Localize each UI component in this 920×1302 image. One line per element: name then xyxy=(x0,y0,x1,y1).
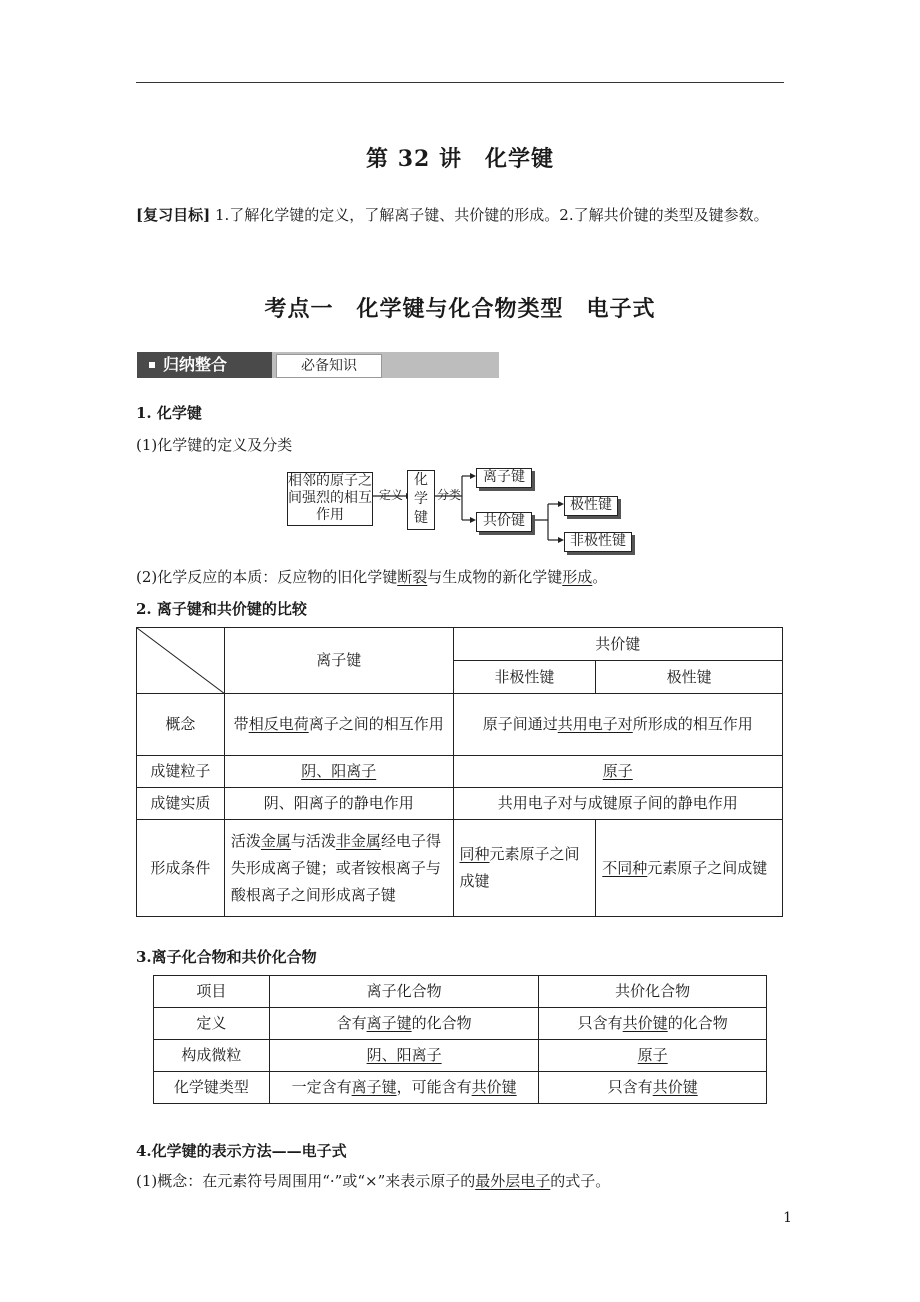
row-bondtype-label: 化学键类型 xyxy=(154,1072,270,1104)
text: 与活泼 xyxy=(290,831,336,850)
text: 只含有 xyxy=(577,1014,623,1032)
row-particle-covalent xyxy=(539,1040,767,1072)
row-particle-label: 构成微粒 xyxy=(154,1040,270,1072)
row-essence-covalent: 共用电子对与成键原子间的静电作用 xyxy=(453,788,782,820)
row-concept-ionic xyxy=(224,694,453,756)
header-ionic-compound: 离子化合物 xyxy=(269,976,539,1008)
blank-covalent-bond: 共价键 xyxy=(652,1078,698,1096)
banner-dark-label: 归纳整合 xyxy=(163,355,228,374)
blank-ionic-bond: 离子键 xyxy=(351,1078,397,1096)
text: 所形成的相互作用 xyxy=(632,715,753,733)
row-particle-ionic xyxy=(269,1040,539,1072)
text: 一定含有 xyxy=(291,1078,352,1096)
review-objective xyxy=(136,200,786,230)
diagram-label-classification: 分类 xyxy=(437,488,462,502)
row-bondtype-ionic xyxy=(269,1072,539,1104)
diagram-label-definition: 定义 xyxy=(379,488,404,502)
blank-ionic-bond: 离子键 xyxy=(366,1014,412,1032)
s4-sub1 xyxy=(136,1170,610,1191)
blank-atoms: 原子 xyxy=(602,762,633,780)
row-condition-polar xyxy=(596,820,783,917)
table-corner-cell xyxy=(137,628,225,694)
text: 的化合物 xyxy=(667,1014,728,1032)
blank-opposite-charge: 相反电荷 xyxy=(248,715,309,733)
s1-sub2-text-a: (2)化学反应的本质：反应物的旧化学键 xyxy=(136,568,398,586)
blank-atoms: 原子 xyxy=(637,1046,668,1064)
blank-covalent-bond: 共价键 xyxy=(471,1078,517,1096)
s1-sub2-blank-form: 形成 xyxy=(562,568,593,586)
page-title: 第 32 讲 化学键 xyxy=(366,146,554,172)
s3-heading: 3.离子化合物和共价化合物 xyxy=(136,948,317,966)
blank-same-kind: 同种 xyxy=(459,845,490,863)
row-particle-ionic xyxy=(224,756,453,788)
row-particle-label: 成键粒子 xyxy=(137,756,225,788)
s4-heading: 4.化学键的表示方法——电子式 xyxy=(136,1142,347,1160)
blank-covalent-bond: 共价键 xyxy=(622,1014,668,1032)
header-nonpolar: 非极性键 xyxy=(453,661,596,694)
s1-sub2 xyxy=(136,566,607,587)
text: 只含有 xyxy=(607,1078,653,1096)
diagram-box-covalent: 共价键 xyxy=(476,512,532,532)
row-definition-ionic xyxy=(269,1008,539,1040)
row-concept-covalent xyxy=(453,694,782,756)
text: 元素原子之间成键 xyxy=(647,858,768,877)
blank-metal: 金属 xyxy=(260,831,291,850)
diagram-box-nonpolar: 非极性键 xyxy=(564,532,632,552)
row-particle-covalent xyxy=(453,756,782,788)
text: 的化合物 xyxy=(411,1014,472,1032)
blank-outermost-electrons: 最外层电子 xyxy=(475,1172,551,1190)
s1-sub2-text-c: 。 xyxy=(592,568,608,586)
row-concept-label: 概念 xyxy=(137,694,225,756)
diagram-box-ionic: 离子键 xyxy=(476,468,532,488)
row-essence-ionic: 阴、阳离子的静电作用 xyxy=(224,788,453,820)
header-covalent: 共价键 xyxy=(453,628,782,661)
objective-label: [复习目标] xyxy=(136,206,211,224)
s1-sub2-blank-break: 断裂 xyxy=(397,568,428,586)
row-bondtype-covalent xyxy=(539,1072,767,1104)
row-condition-nonpolar xyxy=(453,820,596,917)
diagram-box-definition: 相邻的原子之间强烈的相互作用 xyxy=(287,472,373,526)
section-title: 考点一 化学键与化合物类型 电子式 xyxy=(264,296,656,322)
text: ，可能含有 xyxy=(396,1078,472,1096)
text: 含有 xyxy=(336,1014,367,1032)
page-number: 1 xyxy=(783,1210,792,1226)
diagram-box-chemical-bond: 化学键 xyxy=(407,470,435,530)
blank-different-kind: 不同种 xyxy=(602,858,648,877)
text: (1)概念：在元素符号周围用“·”或“×”来表示原子的 xyxy=(136,1172,476,1190)
text: 活泼 xyxy=(230,831,261,850)
blank-ions: 阴、阳离子 xyxy=(366,1046,442,1064)
corner-diagonal xyxy=(137,628,225,694)
s1-sub2-text-b: 与生成物的新化学键 xyxy=(427,568,563,586)
top-rule xyxy=(136,82,784,83)
header-item: 项目 xyxy=(154,976,270,1008)
text: 离子之间的相互作用 xyxy=(308,715,444,733)
text: 元素原子之间成键 xyxy=(459,845,580,890)
s2-heading: 2. 离子键和共价键的比较 xyxy=(136,600,307,618)
blank-ions: 阴、阳离子 xyxy=(301,762,377,780)
row-definition-label: 定义 xyxy=(154,1008,270,1040)
text: 的式子。 xyxy=(550,1172,611,1190)
header-covalent-compound: 共价化合物 xyxy=(539,976,767,1008)
objective-text: 1.了解化学键的定义，了解离子键、共价键的形成。2.了解共价键的类型及键参数。 xyxy=(214,206,769,224)
s1-heading: 1. 化学键 xyxy=(136,404,202,422)
row-essence-label: 成键实质 xyxy=(137,788,225,820)
diagram-box-polar: 极性键 xyxy=(564,496,618,516)
square-icon xyxy=(149,362,155,368)
text: 经电子得失形成离子键；或者铵根离子与酸根离子之间形成离子键 xyxy=(230,831,441,904)
blank-nonmetal: 非金属 xyxy=(335,831,381,850)
header-polar: 极性键 xyxy=(596,661,783,694)
bond-comparison-table xyxy=(136,627,783,917)
banner-summary xyxy=(137,352,272,378)
blank-shared-pair: 共用电子对 xyxy=(557,715,633,733)
compound-table xyxy=(153,975,767,1104)
row-definition-covalent xyxy=(539,1008,767,1040)
banner-knowledge: 必备知识 xyxy=(276,354,382,378)
s1-sub1: (1)化学键的定义及分类 xyxy=(136,436,293,454)
text: 带 xyxy=(233,715,249,733)
row-condition-label: 形成条件 xyxy=(137,820,225,917)
row-condition-ionic xyxy=(224,820,453,917)
text: 原子间通过 xyxy=(482,715,558,733)
header-ionic: 离子键 xyxy=(224,628,453,694)
